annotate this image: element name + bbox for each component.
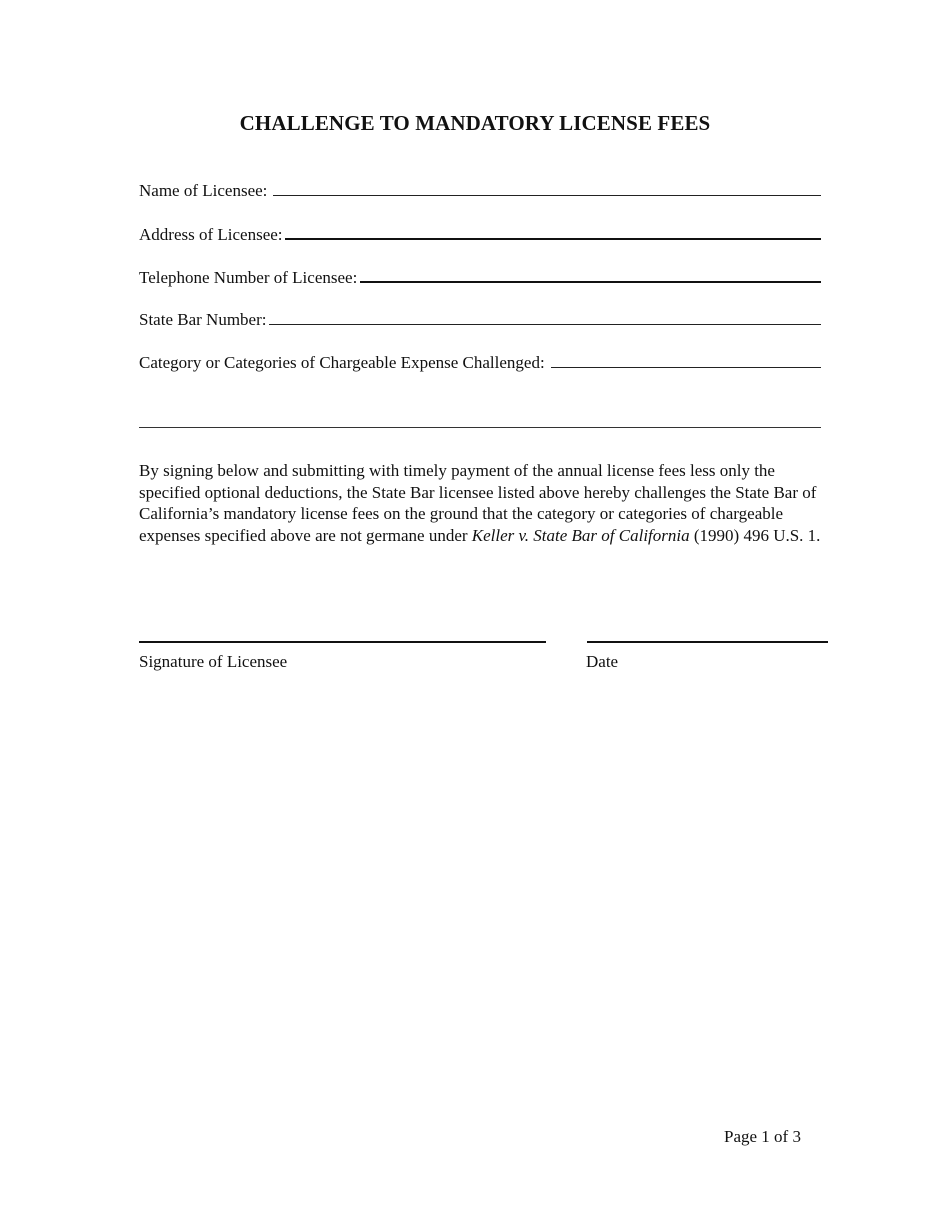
page-title: CHALLENGE TO MANDATORY LICENSE FEES (239, 111, 711, 135)
page-number: Page 1 of 3 (724, 1127, 801, 1146)
date-label: Date (586, 652, 619, 671)
signature-input[interactable] (139, 627, 546, 643)
name-input[interactable] (273, 181, 821, 196)
address-field-row (139, 224, 821, 245)
telephone-input[interactable] (360, 267, 821, 283)
category-input[interactable] (551, 353, 821, 368)
name-label: Name of Licensee: (139, 181, 268, 200)
signature-label: Signature of Licensee (139, 652, 288, 671)
certification-paragraph (139, 460, 829, 546)
name-field-row (139, 181, 821, 201)
paragraph-text-start: By signing below and submitting with timely payment of the annual license fees less only the specified optional deductions, the State Bar licensee listed above hereby challenges the State Bar of California’s mandatory license fees on the ground that the category or categories of chargeable expenses specified above are not germane under (139, 461, 817, 545)
bar-number-label: State Bar Number: (139, 310, 267, 329)
telephone-label: Telephone Number of Licensee: (139, 268, 358, 287)
bar-number-field-row (139, 310, 821, 330)
telephone-field-row (139, 267, 821, 288)
date-input[interactable] (587, 627, 828, 643)
address-input[interactable] (285, 224, 821, 240)
bar-number-input[interactable] (269, 310, 821, 325)
case-citation: Keller v. State Bar of California (471, 525, 690, 545)
category-field-row (139, 353, 821, 373)
category-label: Category or Categories of Chargeable Expense Challenged: (139, 353, 545, 372)
category-continuation-input[interactable] (139, 413, 821, 428)
paragraph-text-end: (1990) 496 U.S. 1. (689, 525, 821, 545)
address-label: Address of Licensee: (139, 225, 283, 244)
